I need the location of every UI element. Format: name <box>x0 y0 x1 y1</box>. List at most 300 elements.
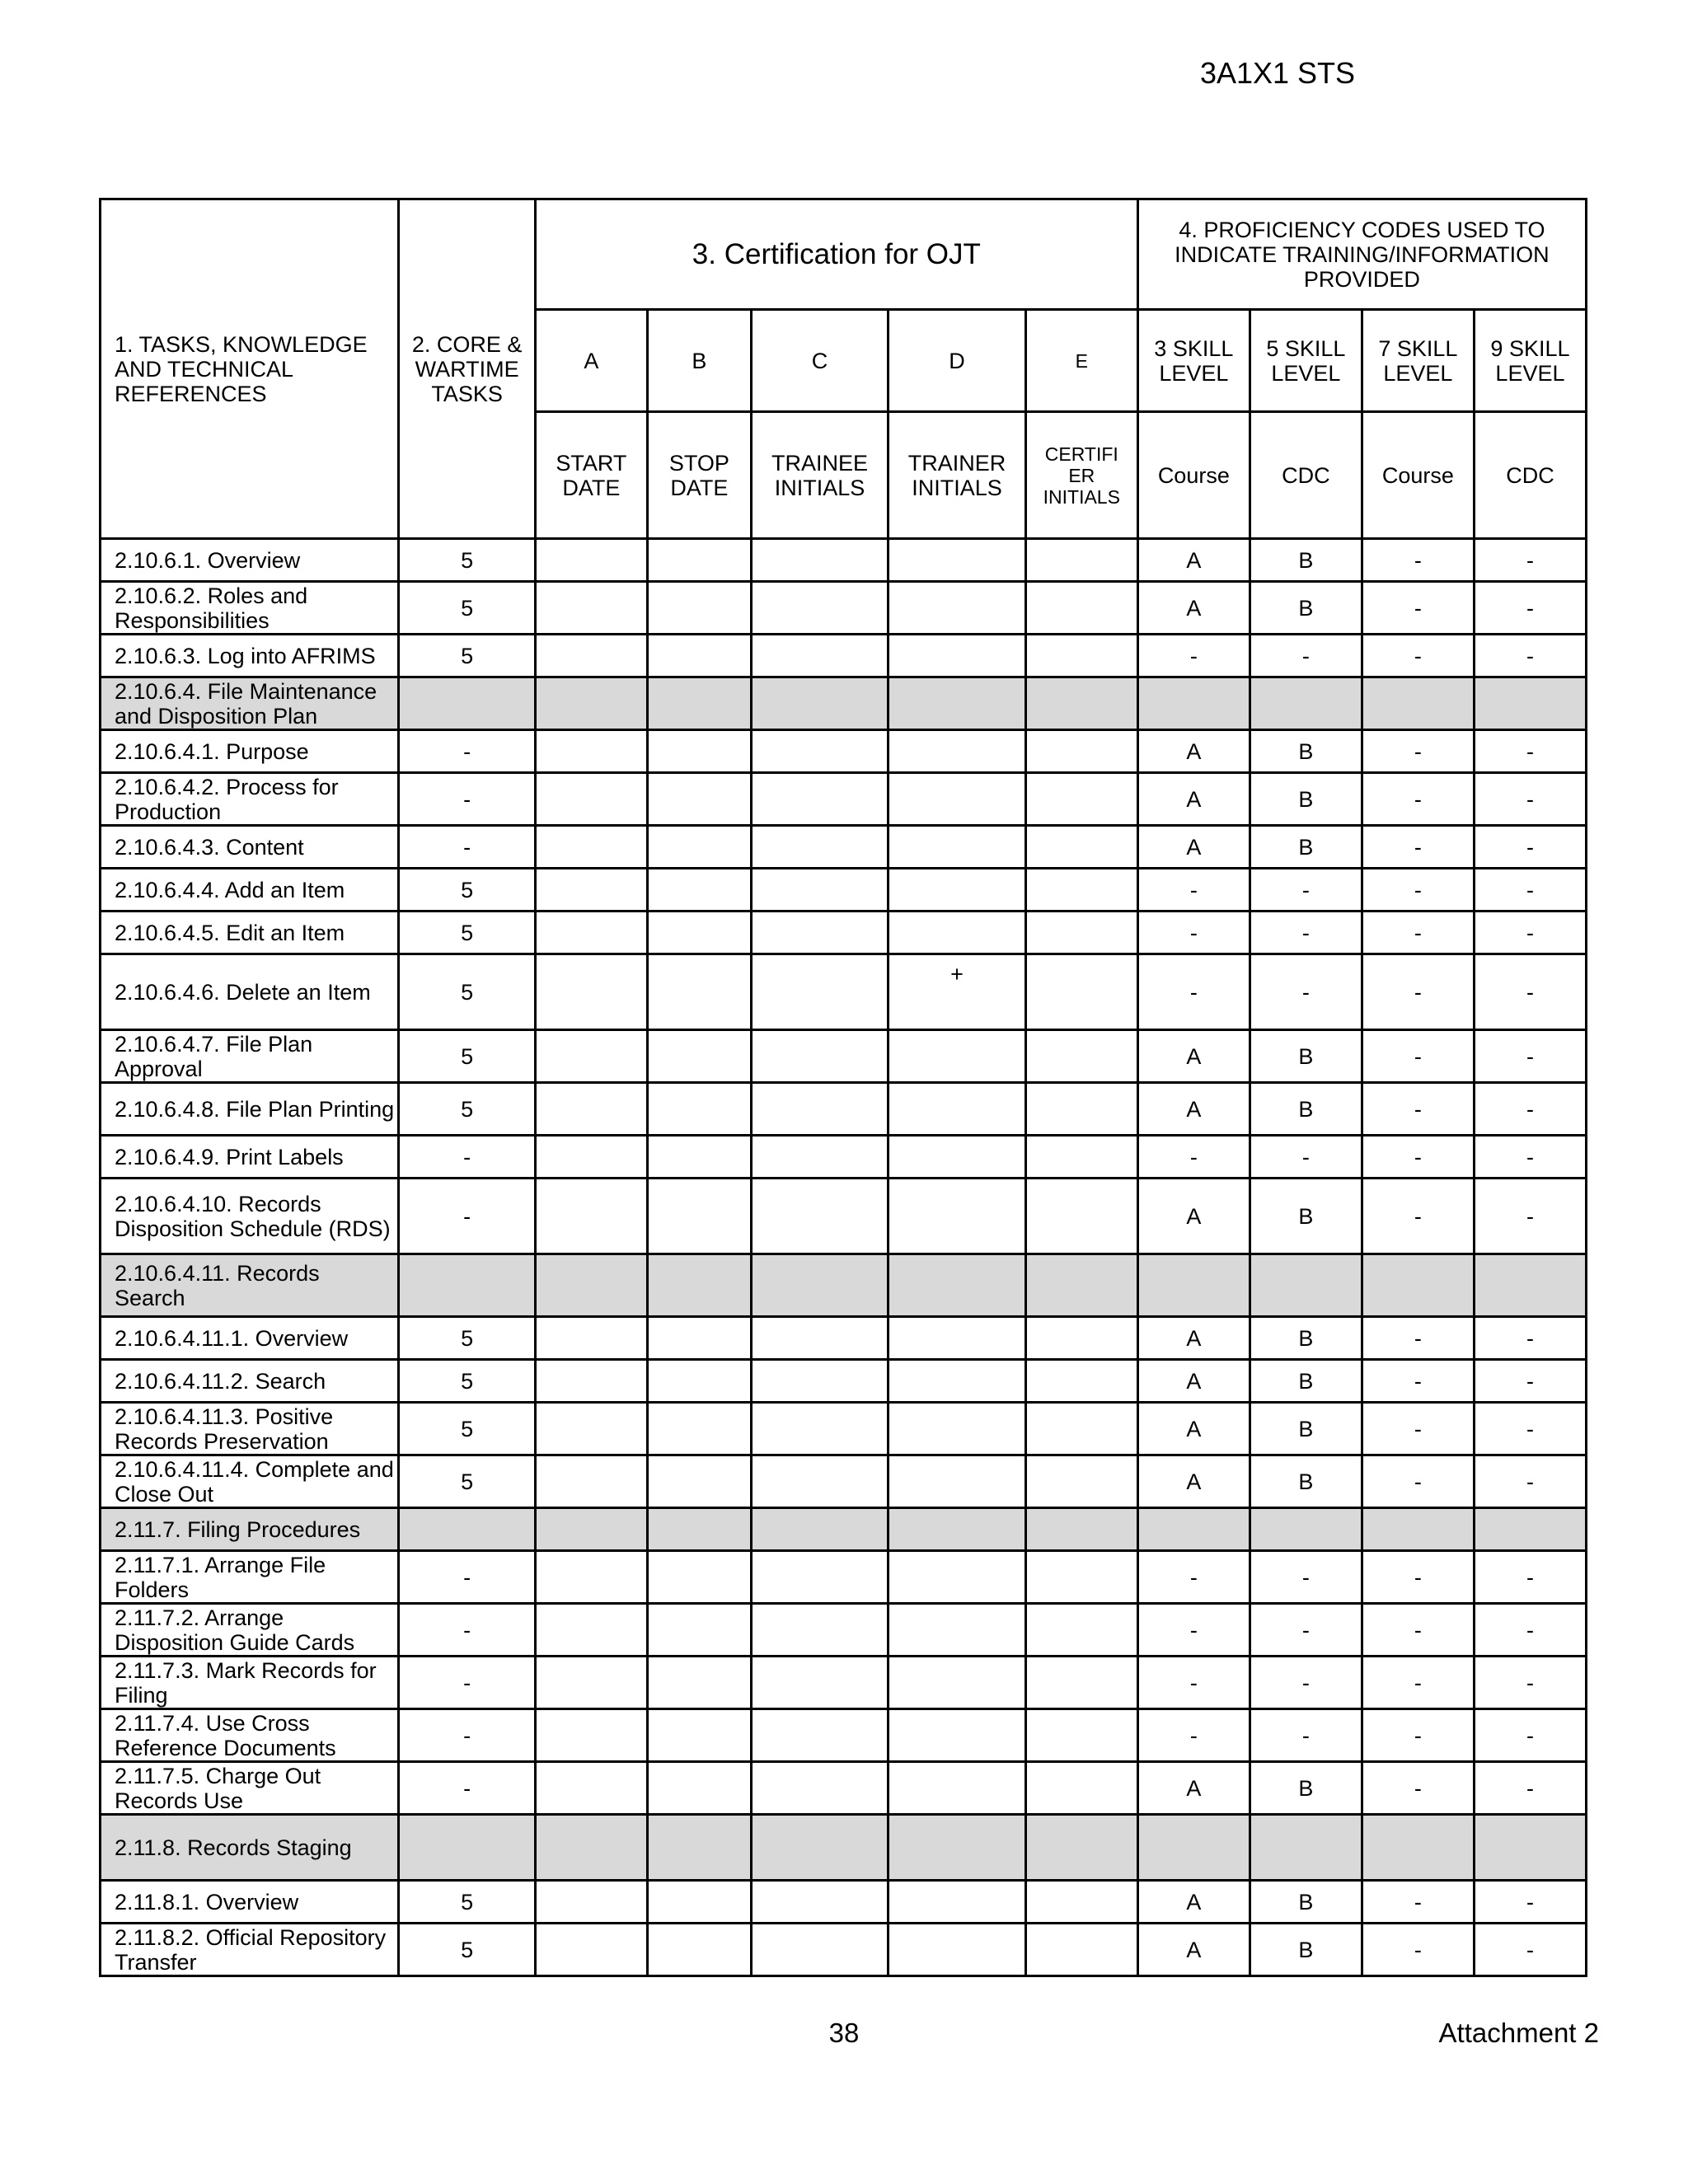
core-cell: - <box>399 1604 535 1657</box>
code-7-course-cell: - <box>1362 635 1474 677</box>
cert-trainer-cell <box>889 869 1025 912</box>
task-cell: 2.10.6.4.5. Edit an Item <box>101 912 399 954</box>
core-cell: - <box>399 826 535 869</box>
cert-start-cell <box>535 869 647 912</box>
header-certification: 3. Certification for OJT <box>535 199 1137 310</box>
cert-certifier-cell <box>1025 539 1137 582</box>
core-cell: - <box>399 1657 535 1709</box>
cert-certifier-cell <box>1025 1030 1137 1083</box>
cert-start-cell <box>535 1815 647 1881</box>
header-code-cdc-9: CDC <box>1474 412 1586 539</box>
core-cell: - <box>399 1136 535 1179</box>
cert-trainee-cell <box>751 1030 888 1083</box>
cert-start-cell <box>535 1136 647 1179</box>
cert-trainee-cell <box>751 1317 888 1360</box>
cert-trainer-cell <box>889 1762 1025 1815</box>
cert-trainer-cell <box>889 1254 1025 1317</box>
code-5-cdc-cell: B <box>1250 582 1362 635</box>
code-7-course-cell: - <box>1362 730 1474 773</box>
cert-trainee-cell <box>751 539 888 582</box>
cert-start-cell <box>535 1709 647 1762</box>
code-3-course-cell: A <box>1137 1083 1250 1136</box>
cert-start-cell <box>535 1508 647 1551</box>
cert-trainee-cell <box>751 1657 888 1709</box>
header-stop-date: STOP DATE <box>647 412 751 539</box>
plus-mark: + <box>950 962 964 987</box>
code-9-cdc-cell: - <box>1474 730 1586 773</box>
cert-stop-cell <box>647 912 751 954</box>
code-9-cdc-cell: - <box>1474 1030 1586 1083</box>
code-9-cdc-cell <box>1474 1508 1586 1551</box>
header-code-cdc-5: CDC <box>1250 412 1362 539</box>
cert-trainer-cell <box>889 826 1025 869</box>
cert-start-cell <box>535 635 647 677</box>
cert-certifier-cell <box>1025 773 1137 826</box>
code-5-cdc-cell: B <box>1250 1762 1362 1815</box>
code-3-course-cell <box>1137 1254 1250 1317</box>
code-5-cdc-cell: B <box>1250 773 1362 826</box>
cert-start-cell <box>535 912 647 954</box>
cert-start-cell <box>535 826 647 869</box>
cert-certifier-cell <box>1025 1403 1137 1455</box>
task-cell: 2.10.6.4.4. Add an Item <box>101 869 399 912</box>
code-3-course-cell: A <box>1137 773 1250 826</box>
table-row <box>101 1136 1587 1179</box>
table-row <box>101 539 1587 582</box>
task-cell: 2.10.6.3. Log into AFRIMS <box>101 635 399 677</box>
table-row <box>101 1179 1587 1254</box>
code-7-course-cell: - <box>1362 1083 1474 1136</box>
cert-trainer-cell <box>889 1508 1025 1551</box>
code-3-course-cell: - <box>1137 954 1250 1030</box>
core-cell: - <box>399 1551 535 1604</box>
code-3-course-cell: A <box>1137 1455 1250 1508</box>
core-cell: 5 <box>399 912 535 954</box>
cert-stop-cell <box>647 1179 751 1254</box>
core-cell: 5 <box>399 539 535 582</box>
header-cert-b: B <box>647 310 751 412</box>
code-9-cdc-cell: - <box>1474 1360 1586 1403</box>
code-9-cdc-cell: - <box>1474 582 1586 635</box>
core-cell: 5 <box>399 1030 535 1083</box>
core-cell: 5 <box>399 1083 535 1136</box>
table-row <box>101 1881 1587 1924</box>
code-5-cdc-cell <box>1250 1254 1362 1317</box>
cert-trainer-cell <box>889 773 1025 826</box>
cert-stop-cell <box>647 1657 751 1709</box>
cert-start-cell <box>535 1762 647 1815</box>
header-cert-a: A <box>535 310 647 412</box>
task-cell: 2.11.8.1. Overview <box>101 1881 399 1924</box>
core-cell: - <box>399 1179 535 1254</box>
cert-certifier-cell <box>1025 1551 1137 1604</box>
code-9-cdc-cell: - <box>1474 635 1586 677</box>
code-7-course-cell <box>1362 1254 1474 1317</box>
cert-stop-cell <box>647 1136 751 1179</box>
code-5-cdc-cell: B <box>1250 1179 1362 1254</box>
table-row <box>101 1604 1587 1657</box>
code-7-course-cell: - <box>1362 869 1474 912</box>
cert-certifier-cell <box>1025 1083 1137 1136</box>
cert-stop-cell <box>647 954 751 1030</box>
cert-trainee-cell <box>751 869 888 912</box>
header-skill-9: 9 SKILL LEVEL <box>1474 310 1586 412</box>
task-cell: 2.10.6.4.7. File Plan Approval <box>101 1030 399 1083</box>
code-7-course-cell: - <box>1362 912 1474 954</box>
table-row <box>101 912 1587 954</box>
core-cell: - <box>399 1762 535 1815</box>
cert-certifier-cell <box>1025 1317 1137 1360</box>
task-cell: 2.11.8.2. Official Repository Transfer <box>101 1924 399 1976</box>
code-5-cdc-cell: B <box>1250 1083 1362 1136</box>
cert-start-cell <box>535 1604 647 1657</box>
task-cell: 2.10.6.4.11.3. Positive Records Preservation <box>101 1403 399 1455</box>
table-row <box>101 826 1587 869</box>
cert-start-cell <box>535 954 647 1030</box>
cert-stop-cell <box>647 1254 751 1317</box>
code-3-course-cell: A <box>1137 1317 1250 1360</box>
cert-trainer-cell <box>889 730 1025 773</box>
code-9-cdc-cell: - <box>1474 1924 1586 1976</box>
code-3-course-cell: A <box>1137 1360 1250 1403</box>
code-9-cdc-cell <box>1474 677 1586 730</box>
table-row <box>101 1455 1587 1508</box>
table-row <box>101 869 1587 912</box>
cert-start-cell <box>535 1455 647 1508</box>
cert-start-cell <box>535 730 647 773</box>
code-7-course-cell: - <box>1362 1136 1474 1179</box>
code-7-course-cell: - <box>1362 582 1474 635</box>
task-cell: 2.10.6.4.11. Records Search <box>101 1254 399 1317</box>
cert-stop-cell <box>647 1815 751 1881</box>
code-9-cdc-cell <box>1474 1254 1586 1317</box>
cert-certifier-cell <box>1025 1508 1137 1551</box>
code-7-course-cell: - <box>1362 1762 1474 1815</box>
code-5-cdc-cell <box>1250 1815 1362 1881</box>
code-7-course-cell: - <box>1362 1881 1474 1924</box>
cert-start-cell <box>535 1551 647 1604</box>
core-cell <box>399 677 535 730</box>
cert-trainee-cell <box>751 1403 888 1455</box>
header-code-course-7: Course <box>1362 412 1474 539</box>
table-row <box>101 773 1587 826</box>
cert-trainee-cell <box>751 1508 888 1551</box>
cert-certifier-cell <box>1025 1604 1137 1657</box>
cert-certifier-cell <box>1025 1179 1137 1254</box>
cert-trainer-cell <box>889 1455 1025 1508</box>
task-cell: 2.10.6.4.11.4. Complete and Close Out <box>101 1455 399 1508</box>
table-row <box>101 730 1587 773</box>
table-row <box>101 1551 1587 1604</box>
cert-start-cell <box>535 773 647 826</box>
cert-certifier-cell <box>1025 826 1137 869</box>
code-7-course-cell: - <box>1362 1360 1474 1403</box>
cert-certifier-cell <box>1025 1924 1137 1976</box>
code-9-cdc-cell: - <box>1474 954 1586 1030</box>
cert-trainee-cell <box>751 1551 888 1604</box>
code-3-course-cell: - <box>1137 1551 1250 1604</box>
cert-trainee-cell <box>751 826 888 869</box>
code-3-course-cell: - <box>1137 1604 1250 1657</box>
cert-certifier-cell <box>1025 635 1137 677</box>
cert-start-cell <box>535 1881 647 1924</box>
code-9-cdc-cell: - <box>1474 1136 1586 1179</box>
cert-trainee-cell <box>751 1455 888 1508</box>
cert-stop-cell <box>647 1403 751 1455</box>
code-7-course-cell: - <box>1362 1403 1474 1455</box>
task-cell: 2.10.6.4.3. Content <box>101 826 399 869</box>
cert-trainee-cell <box>751 1604 888 1657</box>
table-row <box>101 1083 1587 1136</box>
table-row <box>101 1924 1587 1976</box>
cert-trainee-cell <box>751 954 888 1030</box>
cert-stop-cell <box>647 773 751 826</box>
cert-start-cell <box>535 1317 647 1360</box>
cert-trainer-cell <box>889 1136 1025 1179</box>
cert-trainer-cell <box>889 1403 1025 1455</box>
task-cell: 2.11.7.1. Arrange File Folders <box>101 1551 399 1604</box>
cert-trainee-cell <box>751 1360 888 1403</box>
code-7-course-cell: - <box>1362 1924 1474 1976</box>
cert-trainee-cell <box>751 1924 888 1976</box>
code-9-cdc-cell: - <box>1474 869 1586 912</box>
header-row-1 <box>101 199 1587 310</box>
cert-trainer-cell <box>889 1083 1025 1136</box>
core-cell: 5 <box>399 1455 535 1508</box>
header-tasks: 1. TASKS, KNOWLEDGE AND TECHNICAL REFERENCES <box>101 199 399 539</box>
cert-start-cell <box>535 1179 647 1254</box>
task-cell: 2.11.7.3. Mark Records for Filing <box>101 1657 399 1709</box>
task-cell: 2.10.6.1. Overview <box>101 539 399 582</box>
cert-certifier-cell <box>1025 1455 1137 1508</box>
cert-start-cell <box>535 1254 647 1317</box>
cert-start-cell <box>535 1657 647 1709</box>
code-7-course-cell <box>1362 677 1474 730</box>
code-7-course-cell: - <box>1362 773 1474 826</box>
code-3-course-cell: - <box>1137 1709 1250 1762</box>
task-cell: 2.10.6.2. Roles and Responsibilities <box>101 582 399 635</box>
cert-trainee-cell <box>751 1815 888 1881</box>
core-cell: 5 <box>399 635 535 677</box>
section-row <box>101 1815 1587 1881</box>
table-row <box>101 1657 1587 1709</box>
code-5-cdc-cell: - <box>1250 869 1362 912</box>
cert-stop-cell <box>647 1709 751 1762</box>
core-cell: - <box>399 730 535 773</box>
cert-stop-cell <box>647 1083 751 1136</box>
code-7-course-cell <box>1362 1815 1474 1881</box>
cert-trainee-cell <box>751 677 888 730</box>
code-9-cdc-cell: - <box>1474 539 1586 582</box>
code-3-course-cell: A <box>1137 1881 1250 1924</box>
header-trainee-initials: TRAINEE INITIALS <box>751 412 888 539</box>
code-9-cdc-cell: - <box>1474 1455 1586 1508</box>
code-5-cdc-cell: B <box>1250 1317 1362 1360</box>
task-cell: 2.11.8. Records Staging <box>101 1815 399 1881</box>
code-3-course-cell: A <box>1137 1762 1250 1815</box>
code-5-cdc-cell: B <box>1250 730 1362 773</box>
code-7-course-cell: - <box>1362 539 1474 582</box>
code-3-course-cell: A <box>1137 582 1250 635</box>
code-7-course-cell: - <box>1362 1604 1474 1657</box>
code-3-course-cell: A <box>1137 730 1250 773</box>
code-5-cdc-cell: B <box>1250 826 1362 869</box>
header-cert-c: C <box>751 310 888 412</box>
cert-certifier-cell <box>1025 1136 1137 1179</box>
cert-start-cell <box>535 582 647 635</box>
cert-trainee-cell <box>751 1136 888 1179</box>
code-7-course-cell: - <box>1362 1551 1474 1604</box>
core-cell: 5 <box>399 1360 535 1403</box>
cert-certifier-cell <box>1025 582 1137 635</box>
code-9-cdc-cell: - <box>1474 1709 1586 1762</box>
cert-start-cell <box>535 1030 647 1083</box>
cert-certifier-cell <box>1025 1762 1137 1815</box>
code-7-course-cell: - <box>1362 1179 1474 1254</box>
cert-trainer-cell <box>889 954 1025 1030</box>
cert-certifier-cell <box>1025 1709 1137 1762</box>
cert-stop-cell <box>647 1455 751 1508</box>
cert-trainee-cell <box>751 582 888 635</box>
header-skill-7: 7 SKILL LEVEL <box>1362 310 1474 412</box>
code-3-course-cell: A <box>1137 1179 1250 1254</box>
code-5-cdc-cell: B <box>1250 1455 1362 1508</box>
code-5-cdc-cell <box>1250 1508 1362 1551</box>
cert-trainee-cell <box>751 1179 888 1254</box>
section-row <box>101 1254 1587 1317</box>
cert-stop-cell <box>647 1762 751 1815</box>
code-5-cdc-cell: - <box>1250 954 1362 1030</box>
table-row <box>101 954 1587 1030</box>
header-skill-5: 5 SKILL LEVEL <box>1250 310 1362 412</box>
code-5-cdc-cell: B <box>1250 1403 1362 1455</box>
cert-stop-cell <box>647 1881 751 1924</box>
code-9-cdc-cell: - <box>1474 1403 1586 1455</box>
task-cell: 2.10.6.4.8. File Plan Printing <box>101 1083 399 1136</box>
code-7-course-cell: - <box>1362 826 1474 869</box>
code-3-course-cell: - <box>1137 912 1250 954</box>
table-row <box>101 582 1587 635</box>
cert-trainer-cell <box>889 1657 1025 1709</box>
code-7-course-cell: - <box>1362 1455 1474 1508</box>
cert-trainee-cell <box>751 1083 888 1136</box>
code-3-course-cell <box>1137 677 1250 730</box>
table-row <box>101 635 1587 677</box>
cert-trainer-cell <box>889 1317 1025 1360</box>
code-9-cdc-cell: - <box>1474 1317 1586 1360</box>
cert-trainer-cell <box>889 539 1025 582</box>
code-9-cdc-cell: - <box>1474 1179 1586 1254</box>
cert-stop-cell <box>647 826 751 869</box>
core-cell: 5 <box>399 582 535 635</box>
task-cell: 2.10.6.4.6. Delete an Item <box>101 954 399 1030</box>
header-code-course-3: Course <box>1137 412 1250 539</box>
table-row <box>101 1403 1587 1455</box>
cert-stop-cell <box>647 1360 751 1403</box>
cert-trainee-cell <box>751 1881 888 1924</box>
cert-start-cell <box>535 1083 647 1136</box>
cert-certifier-cell <box>1025 869 1137 912</box>
code-5-cdc-cell: B <box>1250 1881 1362 1924</box>
code-7-course-cell: - <box>1362 1317 1474 1360</box>
cert-stop-cell <box>647 539 751 582</box>
cert-stop-cell <box>647 1317 751 1360</box>
cert-start-cell <box>535 1403 647 1455</box>
code-5-cdc-cell: - <box>1250 635 1362 677</box>
cert-trainee-cell <box>751 635 888 677</box>
code-9-cdc-cell: - <box>1474 1604 1586 1657</box>
cert-trainee-cell <box>751 1762 888 1815</box>
cert-trainer-cell <box>889 1709 1025 1762</box>
cert-certifier-cell <box>1025 730 1137 773</box>
header-skill-3: 3 SKILL LEVEL <box>1137 310 1250 412</box>
header-core-wartime: 2. CORE & WARTIME TASKS <box>399 199 535 539</box>
code-9-cdc-cell: - <box>1474 1762 1586 1815</box>
cert-trainee-cell <box>751 730 888 773</box>
task-cell: 2.11.7.5. Charge Out Records Use <box>101 1762 399 1815</box>
code-5-cdc-cell: - <box>1250 1709 1362 1762</box>
table-row <box>101 1762 1587 1815</box>
cert-trainer-cell <box>889 1881 1025 1924</box>
cert-start-cell <box>535 539 647 582</box>
core-cell <box>399 1508 535 1551</box>
code-3-course-cell: A <box>1137 826 1250 869</box>
core-cell: 5 <box>399 954 535 1030</box>
code-3-course-cell: A <box>1137 1403 1250 1455</box>
header-proficiency-codes: 4. PROFICIENCY CODES USED TO INDICATE TRAINING/INFORMATION PROVIDED <box>1137 199 1586 310</box>
task-cell: 2.11.7. Filing Procedures <box>101 1508 399 1551</box>
cert-start-cell <box>535 1924 647 1976</box>
core-cell <box>399 1815 535 1881</box>
code-5-cdc-cell <box>1250 677 1362 730</box>
attachment-label: Attachment 2 <box>1438 2018 1599 2048</box>
code-9-cdc-cell: - <box>1474 1881 1586 1924</box>
cert-trainer-cell <box>889 1604 1025 1657</box>
code-3-course-cell: - <box>1137 869 1250 912</box>
task-cell: 2.10.6.4.1. Purpose <box>101 730 399 773</box>
cert-stop-cell <box>647 869 751 912</box>
cert-trainer-cell <box>889 677 1025 730</box>
code-9-cdc-cell: - <box>1474 1657 1586 1709</box>
core-cell: - <box>399 1709 535 1762</box>
code-5-cdc-cell: B <box>1250 1030 1362 1083</box>
cert-start-cell <box>535 677 647 730</box>
cert-certifier-cell <box>1025 954 1137 1030</box>
code-9-cdc-cell <box>1474 1815 1586 1881</box>
cert-certifier-cell <box>1025 912 1137 954</box>
cert-certifier-cell <box>1025 1881 1137 1924</box>
page-number: 38 <box>828 2018 860 2048</box>
cert-stop-cell <box>647 635 751 677</box>
cert-trainer-cell <box>889 1360 1025 1403</box>
cert-trainer-cell <box>889 1924 1025 1976</box>
task-cell: 2.11.7.2. Arrange Disposition Guide Cards <box>101 1604 399 1657</box>
task-cell: 2.10.6.4. File Maintenance and Disposition Plan <box>101 677 399 730</box>
core-cell: 5 <box>399 1403 535 1455</box>
section-row <box>101 1508 1587 1551</box>
cert-trainee-cell <box>751 773 888 826</box>
cert-trainer-cell <box>889 1815 1025 1881</box>
code-5-cdc-cell: - <box>1250 1604 1362 1657</box>
code-7-course-cell: - <box>1362 954 1474 1030</box>
cert-trainer-cell <box>889 1030 1025 1083</box>
section-row <box>101 677 1587 730</box>
table-row <box>101 1317 1587 1360</box>
code-3-course-cell: A <box>1137 1030 1250 1083</box>
code-3-course-cell: - <box>1137 1136 1250 1179</box>
cert-trainer-cell <box>889 582 1025 635</box>
code-9-cdc-cell: - <box>1474 773 1586 826</box>
